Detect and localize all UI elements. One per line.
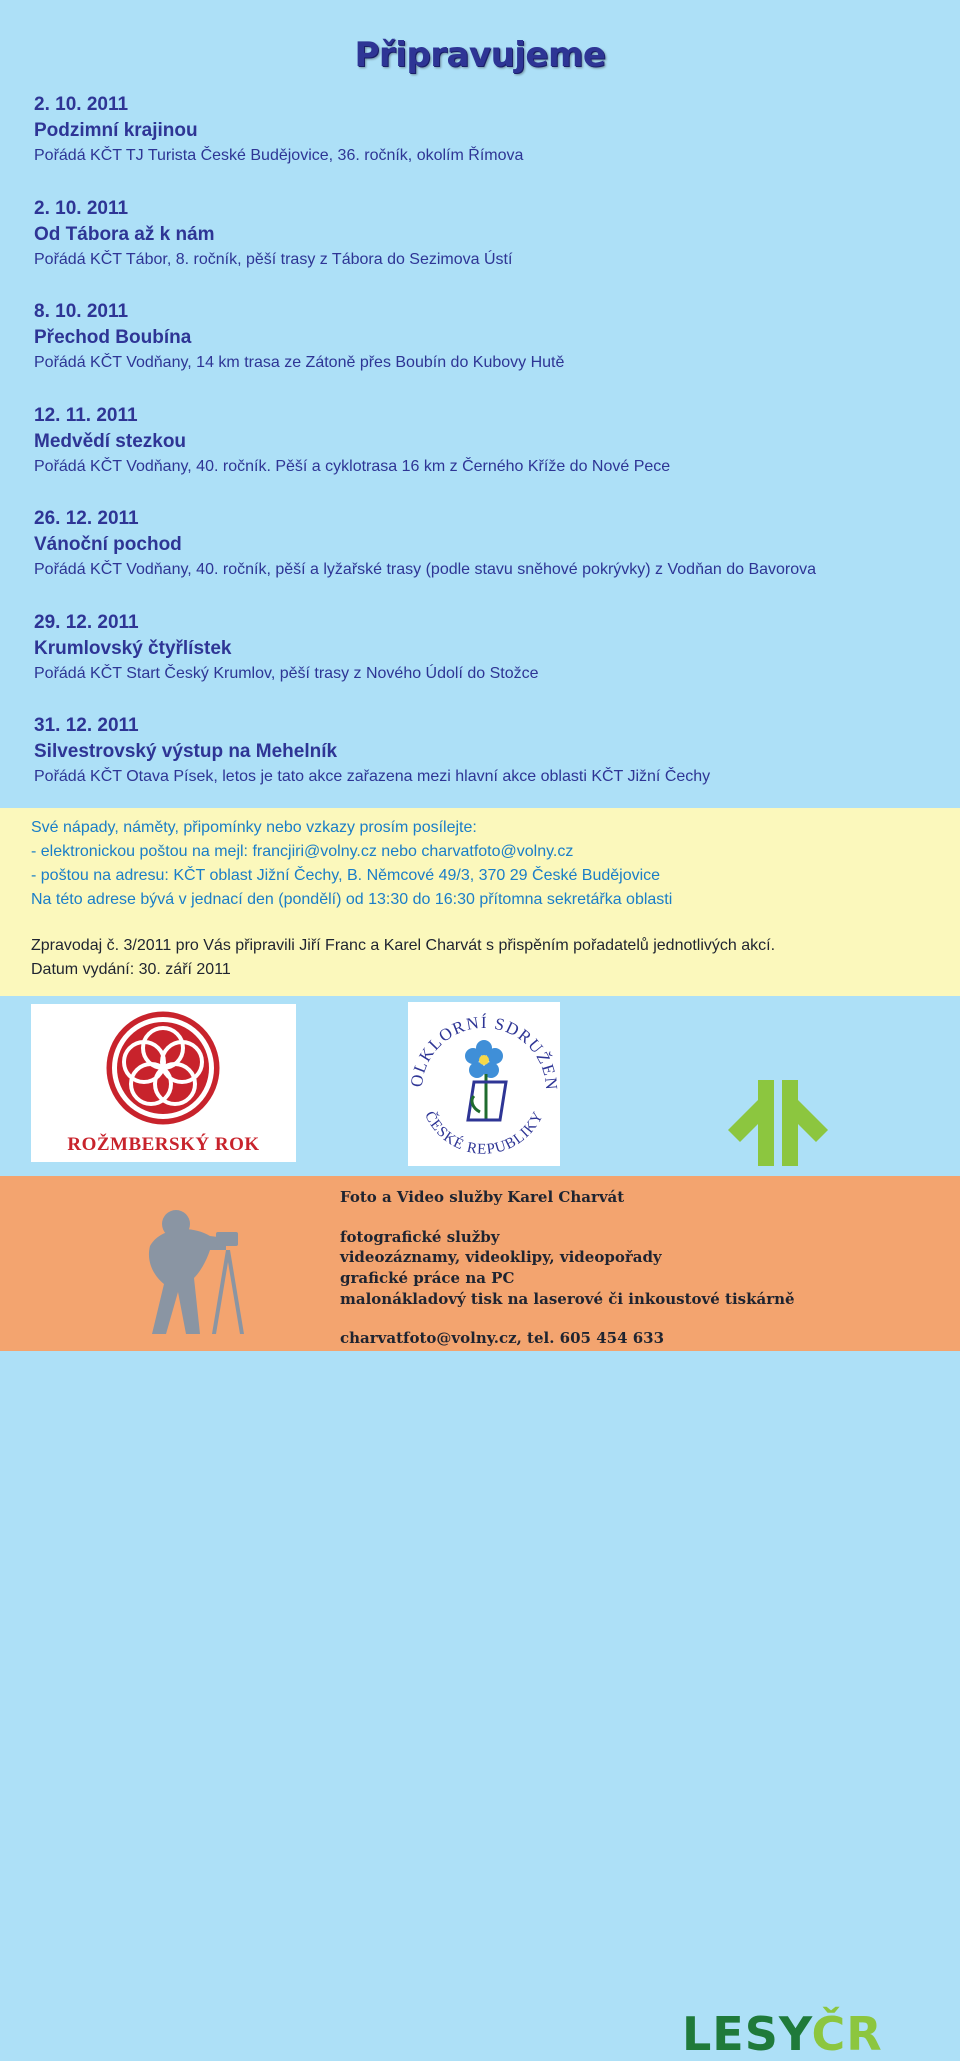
event-name: Medvědí stezkou (34, 430, 187, 452)
contact-email-line[interactable]: - elektronickou poštou na mejl: francjiri@volny.cz nebo charvatfoto@volny.cz (31, 843, 574, 860)
folklorni-top-text: OLKLORNÍ SDRUŽEN (408, 1012, 560, 1092)
svg-text:ČESKÉ REPUBLIKY (421, 1108, 547, 1157)
lesy-text-part: LESY (682, 2007, 812, 2061)
event-name: Od Tábora až k nám (34, 223, 215, 245)
folklore-emblem-icon (408, 1002, 560, 1166)
rose-icon (31, 1004, 296, 1134)
contact-post-line: - poštou na adresu: KČT oblast Jižní Čechy, B. Němcové 49/3, 370 29 České Budějovice (31, 867, 661, 884)
folklorni-sdruzeni-logo (408, 1002, 560, 1166)
folklorni-bottom-text: ČESKÉ REPUBLIKY (421, 1108, 547, 1158)
event-name: Podzimní krajinou (34, 120, 198, 141)
photographer-icon (130, 1206, 250, 1336)
event-date: 26. 12. 2011 (34, 508, 139, 529)
lesy-cr-logo-text (682, 2008, 883, 2060)
event-date: 31. 12. 2011 (34, 715, 139, 736)
page-title: Připravujeme (354, 35, 606, 75)
event-date: 29. 12. 2011 (34, 611, 139, 633)
events-list (34, 92, 934, 817)
event-date: 2. 10. 2011 (34, 94, 129, 115)
footer-ad (0, 1176, 960, 1351)
contact-intro: Své nápady, náměty, připomínky nebo vzkazy prosím posílejte: (31, 819, 477, 836)
event-item (34, 403, 934, 507)
event-description: Pořádá KČT Tábor, 8. ročník, pěší trasy z Tábora do Sezimova Ústí (34, 250, 513, 268)
event-name: Silvestrovský výstup na Mehelník (34, 741, 338, 762)
lesy-cr-tree-icon (728, 1080, 828, 1166)
event-item (34, 92, 934, 196)
event-date: 2. 10. 2011 (34, 197, 129, 219)
event-date: 8. 10. 2011 (34, 301, 129, 322)
event-description: Pořádá KČT Start Český Krumlov, pěší trasy z Nového Údolí do Stožce (34, 664, 539, 682)
contact-office-line: Na této adrese bývá v jednací den (pondělí) od 13:30 do 16:30 přítomna sekretářka oblasti (31, 891, 673, 908)
event-description: Pořádá KČT Otava Písek, letos je tato akce zařazena mezi hlavní akce oblasti KČT Jižní Čechy (34, 768, 711, 785)
footer-service: videozáznamy, videoklipy, videopořady (340, 1248, 662, 1266)
event-description: Pořádá KČT Vodňany, 40. ročník. Pěší a cyklotrasa 16 km z Černého Kříže do Nové Pece (34, 457, 671, 475)
event-item (34, 506, 934, 610)
footer-contact[interactable]: charvatfoto@volny.cz, tel. 605 454 633 (340, 1329, 665, 1347)
event-item (34, 299, 934, 403)
footer-service: malonákladový tisk na laserové či inkoustové tiskárně (340, 1290, 795, 1308)
event-description: Pořádá KČT Vodňany, 14 km trasa ze Zátoně přes Boubín do Kubovy Hutě (34, 354, 565, 371)
event-item (34, 196, 934, 300)
event-name: Vánoční pochod (34, 534, 182, 555)
footer-heading: Foto a Video služby Karel Charvát (340, 1188, 625, 1206)
event-description: Pořádá KČT Vodňany, 40. ročník, pěší a lyžařské trasy (podle stavu sněhové pokrývky) z Vodňan do Bavorova (34, 561, 817, 578)
newsletter-credits: Zpravodaj č. 3/2011 pro Vás připravili Jiří Franc a Karel Charvát s přispěním pořadatelů jednotlivých akcí. (31, 937, 776, 954)
event-name: Krumlovský čtyřlístek (34, 637, 232, 659)
event-item (34, 610, 934, 714)
rozmbersky-rok-logo (31, 1004, 296, 1162)
rozmbersky-rok-text: ROŽMBERSKÝ ROK (67, 1134, 260, 1155)
footer-service: fotografické služby (340, 1228, 500, 1246)
cr-text-part: ČR (811, 2007, 883, 2061)
footer-service: grafické práce na PC (340, 1269, 515, 1287)
contact-section (0, 808, 960, 996)
event-name: Přechod Boubína (34, 327, 192, 348)
issue-date: Datum vydání: 30. září 2011 (31, 961, 231, 978)
event-description: Pořádá KČT TJ Turista České Budějovice, 36. ročník, okolím Římova (34, 147, 524, 164)
event-date: 12. 11. 2011 (34, 404, 138, 426)
event-item (34, 713, 934, 817)
